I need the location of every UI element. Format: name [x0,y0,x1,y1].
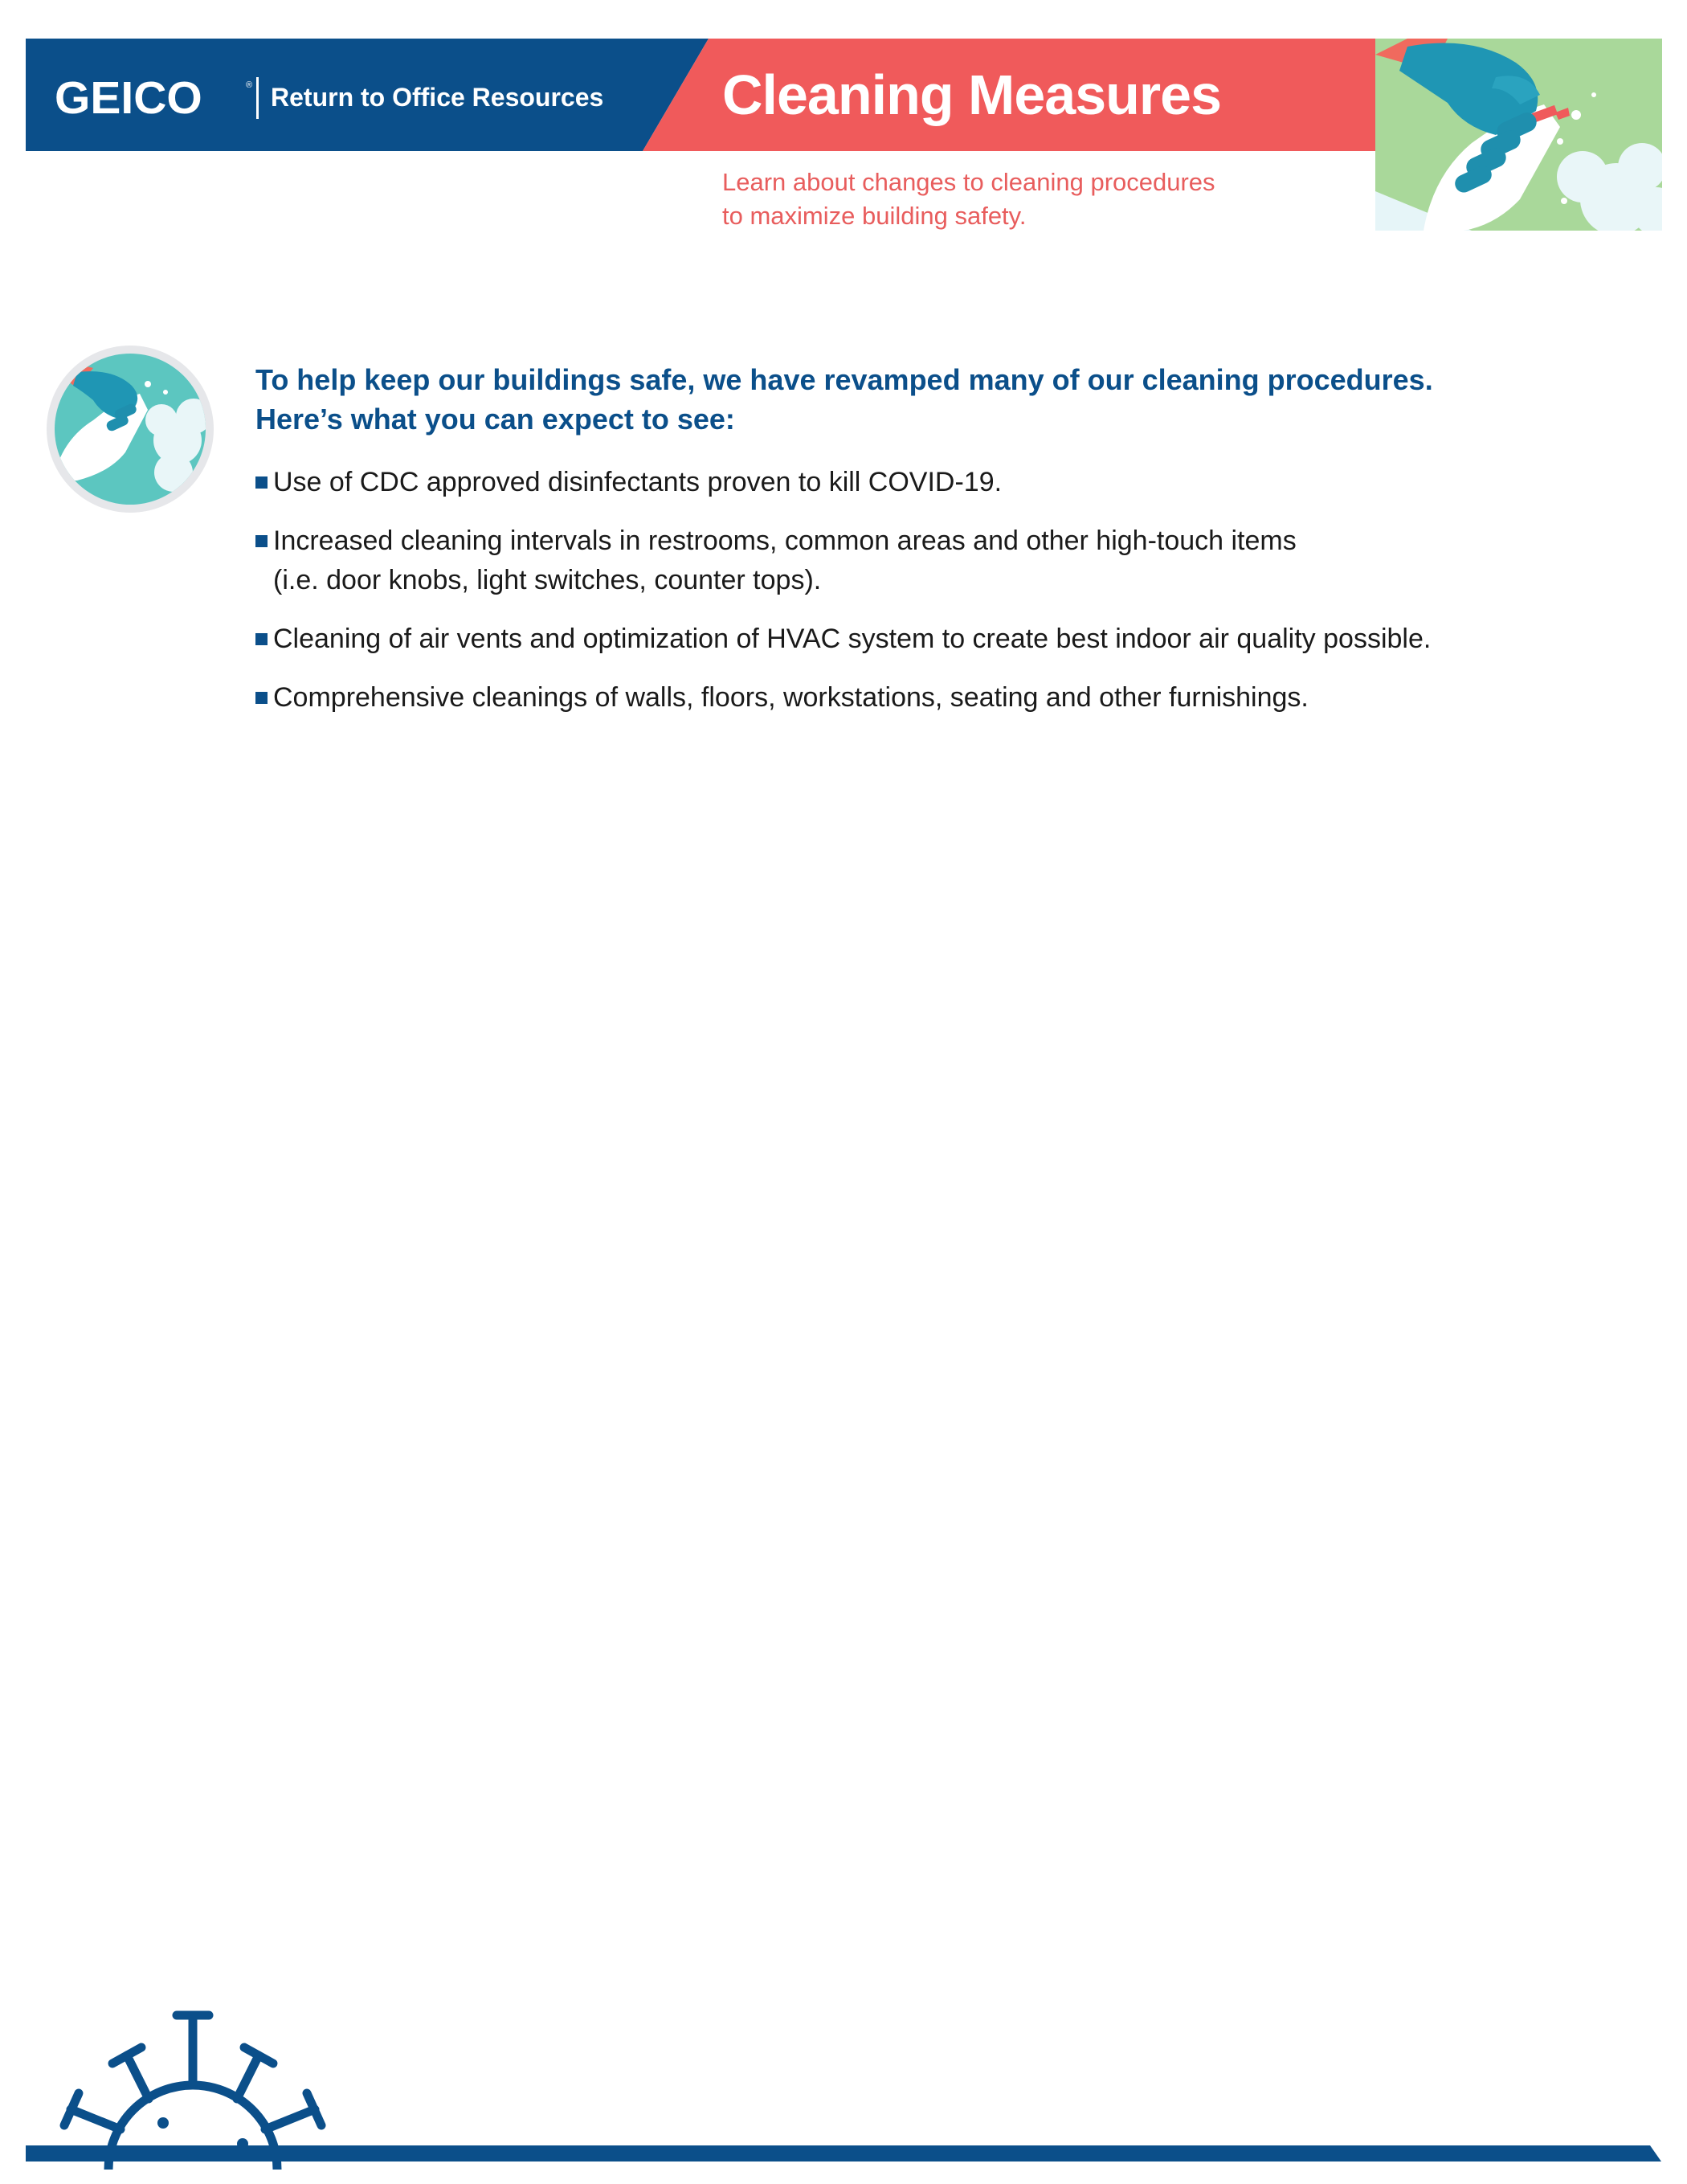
badge-mist [145,404,178,436]
intro-heading [255,360,1621,439]
header-subtitle: Return to Office Resources [271,83,604,112]
list-item [255,620,1637,659]
square-bullet-icon [255,535,268,547]
page-title: Cleaning Measures [722,63,1221,126]
square-bullet-icon [255,476,268,489]
intro-line: Here’s what you can expect to see: [255,403,735,436]
list-item-text: Increased cleaning intervals in restrooms, common areas and other high-touch items [273,526,1297,556]
list-item-text: Use of CDC approved disinfectants proven to kill COVID-19. [273,467,1003,497]
mist-dot [1561,198,1567,204]
registered-mark: ® [246,80,253,90]
list-item-text: (i.e. door knobs, light switches, counter tops). [273,565,822,595]
badge-dot [163,390,168,395]
badge-dot [145,381,151,387]
virus-spike [265,2109,315,2129]
mist-dot [1571,110,1581,120]
tagline-line: Learn about changes to cleaning procedures [722,168,1215,196]
footer-bar [0,2137,1687,2184]
page-tagline [722,166,1333,233]
list-item [255,463,1637,502]
virus-spike [71,2109,120,2129]
spray-bottle-icon [1375,39,1662,231]
list-item-text: Cleaning of air vents and optimization of HVAC system to create best indoor air quality possible. [273,624,1432,654]
square-bullet-icon [255,633,268,645]
virus-dot [157,2117,169,2129]
tagline-line: to maximize building safety. [722,202,1027,230]
intro-line: To help keep our buildings safe, we have revamped many of our cleaning procedures. [255,363,1433,396]
cleaning-measures-list [255,463,1637,737]
list-item [255,678,1637,718]
mist-dot [1557,138,1563,145]
square-bullet-icon [255,692,268,704]
list-item-text: Comprehensive cleanings of walls, floors, workstations, seating and other furnishings. [273,682,1309,713]
mist-cloud [1557,151,1608,202]
mist-dot [1591,92,1596,97]
spray-bottle-badge-icon [45,344,215,514]
geico-logo: GEICO [55,72,202,124]
virus-spike [237,2055,259,2099]
header-divider [256,77,259,119]
list-item [255,521,1637,600]
virus-spike [127,2055,149,2099]
